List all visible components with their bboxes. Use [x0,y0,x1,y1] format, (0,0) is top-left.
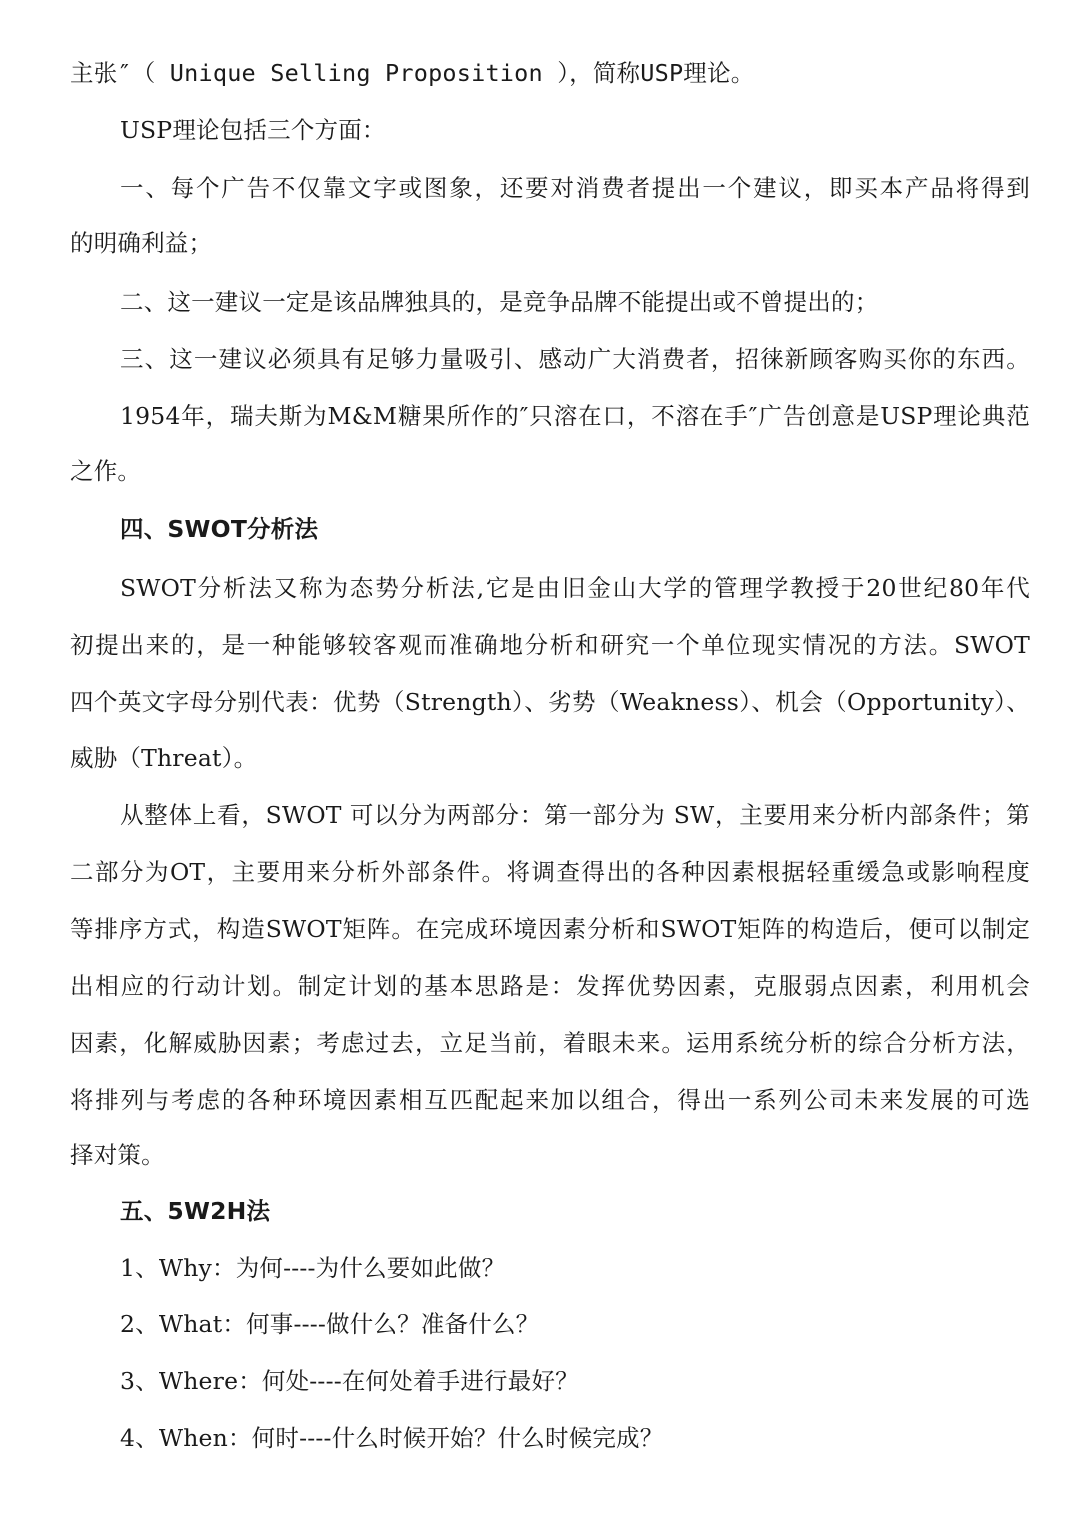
paragraph-line: 1954年，瑞夫斯为M&M糖果所作的″只溶在口，不溶在手″广告创意是USP理论典范 [120,402,1030,430]
paragraph-line: 四个英文字母分别代表：优势（Strength）、劣势（Weakness）、机会（Opportunity）、 [70,688,1030,716]
paragraph-line: 将排列与考虑的各种环境因素相互匹配起来加以组合，得出一系列公司未来发展的可选 [70,1086,1030,1114]
paragraph-line: 威胁（Threat）。 [70,744,258,772]
list-item: 3、Where：何处----在何处着手进行最好？ [120,1367,579,1395]
paragraph-line: 出相应的行动计划。制定计划的基本思路是：发挥优势因素，克服弱点因素，利用机会 [70,972,1030,1000]
list-item: 三、这一建议必须具有足够力量吸引、感动广大消费者，招徕新顾客购买你的东西。 [120,345,1030,373]
section-heading: 四、SWOT分析法 [120,515,319,543]
list-item: 二、这一建议一定是该品牌独具的，是竞争品牌不能提出或不曾提出的； [120,288,879,316]
paragraph-line: 择对策。 [70,1141,165,1169]
paragraph-line: SWOT分析法又称为态势分析法,它是由旧金山大学的管理学教授于20世纪80年代 [120,574,1030,602]
list-item: 一、每个广告不仅靠文字或图象，还要对消费者提出一个建议，即买本产品将得到 [120,174,1030,202]
paragraph-line: 的明确利益； [70,229,213,257]
paragraph-line: 主张″（ Unique Selling Proposition ），简称USP理论。 [70,59,755,87]
list-item: 4、When：何时----什么时候开始？什么时候完成？ [120,1424,664,1452]
section-heading: 五、5W2H法 [120,1197,271,1225]
paragraph-line: 初提出来的，是一种能够较客观而准确地分析和研究一个单位现实情况的方法。SWOT [70,631,1030,659]
list-item: 1、Why：为何----为什么要如此做？ [120,1254,506,1282]
paragraph-line: 等排序方式，构造SWOT矩阵。在完成环境因素分析和SWOT矩阵的构造后，便可以制定 [70,915,1030,943]
list-item: 2、What：何事----做什么？准备什么？ [120,1310,540,1338]
paragraph-line: 之作。 [70,457,142,485]
paragraph-line: 从整体上看，SWOT 可以分为两部分：第一部分为 SW，主要用来分析内部条件；第 [120,801,1030,829]
paragraph-line: USP理论包括三个方面： [120,116,386,144]
paragraph-line: 二部分为OT，主要用来分析外部条件。将调查得出的各种因素根据轻重缓急或影响程度 [70,858,1030,886]
paragraph-line: 因素，化解威胁因素；考虑过去，立足当前，着眼未来。运用系统分析的综合分析方法， [70,1029,1030,1057]
